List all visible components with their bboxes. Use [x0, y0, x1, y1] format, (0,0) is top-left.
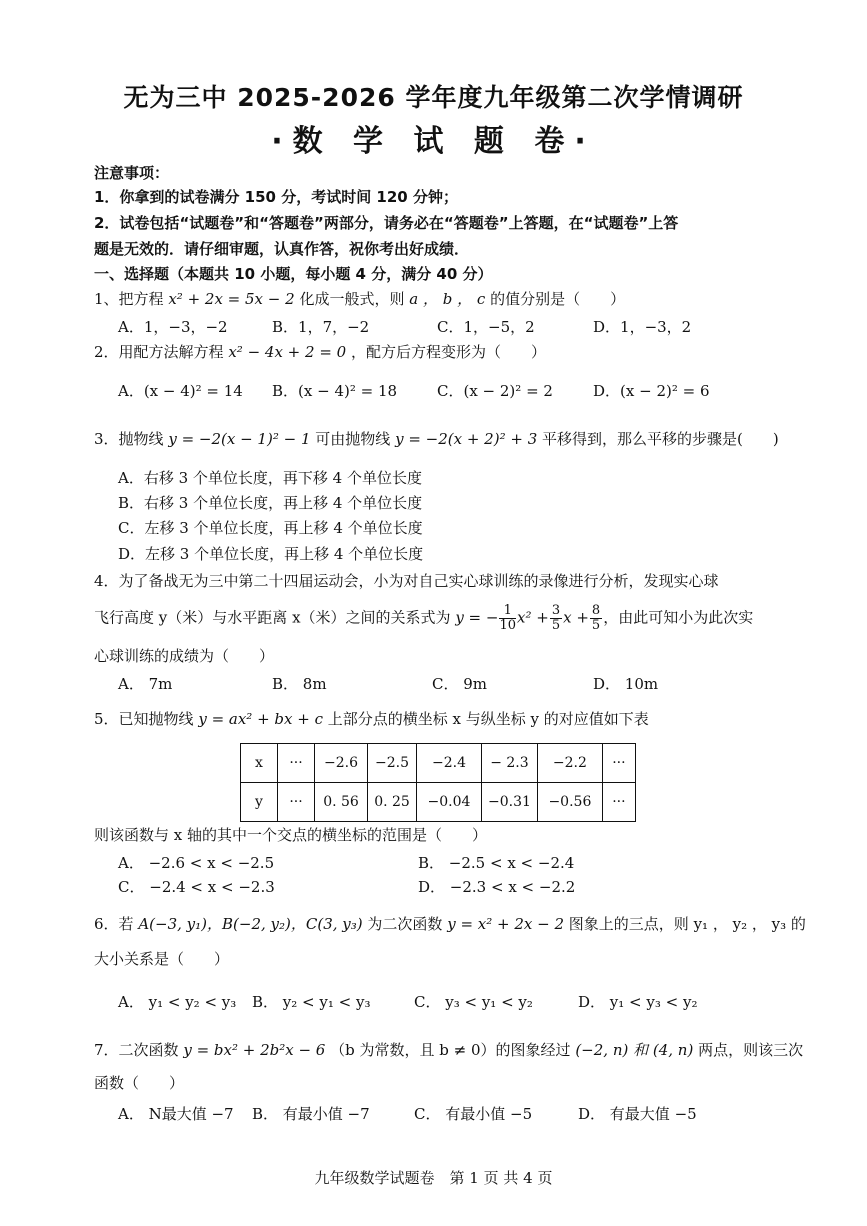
note-item-2-line2: 题是无效的．请仔细审题，认真作答，祝你考出好成绩． [94, 240, 470, 258]
q7-text-c: 两点，则该三次 [698, 1041, 804, 1059]
q6-points: A(−3, y₁)，B(−2, y₂)，C(3, y₃) [138, 915, 363, 933]
q1-option-a: A．1，−3，−2 [118, 318, 228, 336]
table-cell: −2.4 [417, 744, 482, 783]
table-cell: −0.31 [482, 783, 538, 822]
question-5-stem [94, 708, 649, 730]
q5-option-b: B． −2.5 < x < −2.4 [418, 854, 575, 872]
q1-option-c: C．1，−5，2 [437, 318, 535, 336]
q2-option-b: B．(x − 4)² = 18 [272, 382, 398, 400]
frac-numerator: 8 [591, 603, 601, 618]
question-7-line1 [94, 1039, 803, 1061]
q4-eq-prefix: y = − [455, 608, 499, 627]
q6-text-a: 6．若 [94, 915, 134, 933]
q7-text-b: （b 为常数，且 b ≠ 0）的图象经过 [330, 1041, 571, 1059]
q7-text-a: 7．二次函数 [94, 1041, 179, 1059]
q3-text-c: 平移得到，那么平移的步骤是( ) [542, 430, 779, 448]
q4-text-d: ，由此可知小为此次实 [603, 608, 754, 627]
table-cell: ··· [278, 744, 315, 783]
table-cell: x [241, 744, 278, 783]
q1-coefficients: a ， b ， c [409, 290, 486, 308]
question-4-line1: 4．为了备战无为三中第二十四届运动会，小为对自己实心球训练的录像进行分析，发现实心球 [94, 572, 719, 590]
q2-option-c: C．(x − 2)² = 2 [437, 382, 553, 400]
q1-option-d: D．1，−3，2 [593, 318, 692, 336]
q1-text-b: 化成一般式，则 [299, 290, 405, 308]
table-cell: 0. 56 [315, 783, 368, 822]
q6-option-d: D． y₁ < y₃ < y₂ [578, 993, 698, 1011]
q3-equation-2: y = −2(x + 2)² + 3 [395, 430, 538, 448]
table-row-x [241, 744, 636, 783]
q5-option-a: A． −2.6 < x < −2.5 [118, 854, 275, 872]
table-cell: −0.04 [417, 783, 482, 822]
table-cell: −2.5 [368, 744, 417, 783]
q4-eq-mid1: x² + [517, 608, 549, 627]
q7-option-a: A． N最大值 −7 [118, 1105, 234, 1123]
q7-option-d: D． 有最大值 −5 [578, 1105, 697, 1123]
q6-option-b: B． y₂ < y₁ < y₃ [252, 993, 371, 1011]
q3-option-a: A．右移 3 个单位长度，再下移 4 个单位长度 [118, 469, 422, 487]
q7-equation: y = bx² + 2b²x − 6 [183, 1041, 326, 1059]
q4-option-b: B． 8m [272, 675, 327, 693]
q4-text-c: x（米）之间的关系式为 [292, 608, 451, 627]
q5-option-c: C． −2.4 < x < −2.3 [118, 878, 275, 896]
exam-subtitle: ·数 学 试 题 卷· [271, 124, 596, 159]
question-7-line2: 函数（ ） [94, 1074, 185, 1092]
q4-eq-mid2: x + [563, 608, 589, 627]
q1-equation: x² + 2x = 5x − 2 [168, 290, 295, 308]
page-footer: 九年级数学试题卷 第 1 页 共 4 页 [314, 1169, 553, 1187]
q7-option-b: B． 有最小值 −7 [252, 1105, 370, 1123]
table-cell: −2.6 [315, 744, 368, 783]
table-cell: ··· [278, 783, 315, 822]
q6-option-c: C． y₃ < y₁ < y₂ [414, 993, 533, 1011]
table-cell: − 2.3 [482, 744, 538, 783]
q5-text-b: 上部分点的横坐标 x 与纵坐标 y 的对应值如下表 [327, 710, 649, 728]
q7-option-c: C． 有最小值 −5 [414, 1105, 533, 1123]
frac-numerator: 3 [551, 603, 561, 618]
table-cell: −0.56 [537, 783, 602, 822]
q6-equation: y = x² + 2x − 2 [447, 915, 565, 933]
q5-text-a: 5．已知抛物线 [94, 710, 194, 728]
q1-text-a: 1、把方程 [94, 290, 164, 308]
table-cell: ··· [602, 744, 635, 783]
q4-text-b: y（米）与水平距离 [158, 608, 288, 627]
q2-text-b: ，配方后方程变形为（ ） [351, 343, 547, 361]
table-cell: y [241, 783, 278, 822]
question-5-after: 则该函数与 x 轴的其中一个交点的横坐标的范围是（ ） [94, 826, 487, 844]
q4-text-a: 飞行高度 [94, 608, 155, 627]
frac-denominator: 5 [551, 618, 561, 633]
q2-text-a: 2．用配方法解方程 [94, 343, 224, 361]
q6-text-c: 图象上的三点，则 y₁ ， y₂ ， y₃ 的 [568, 915, 806, 933]
question-2-stem [94, 341, 546, 363]
q3-text-a: 3．抛物线 [94, 430, 164, 448]
question-1-stem [94, 288, 625, 310]
q5-option-d: D． −2.3 < x < −2.2 [418, 878, 576, 896]
frac-denominator: 5 [591, 618, 601, 633]
q4-fraction-2 [550, 604, 562, 633]
q6-option-a: A． y₁ < y₂ < y₃ [118, 993, 237, 1011]
q4-option-a: A． 7m [118, 675, 173, 693]
q4-option-c: C． 9m [432, 675, 488, 693]
question-4-line2 [94, 604, 753, 633]
q6-text-b: 为二次函数 [367, 915, 443, 933]
q3-equation-1: y = −2(x − 1)² − 1 [168, 430, 311, 448]
q7-points: (−2, n) 和 (4, n) [575, 1041, 694, 1059]
frac-numerator: 1 [499, 604, 516, 619]
exam-title: 无为三中 2025-2026 学年度九年级第二次学情调研 [123, 83, 744, 112]
q4-fraction-3 [590, 604, 602, 633]
notes-heading: 注意事项： [94, 164, 170, 182]
section-heading: 一、选择题（本题共 10 小题，每小题 4 分，满分 40 分） [94, 265, 493, 283]
note-item-2-line1: 2．试卷包括“试题卷”和“答题卷”两部分，请务必在“答题卷”上答题，在“试题卷”上答 [94, 214, 679, 232]
q4-fraction-1 [499, 604, 516, 633]
q3-option-c: C．左移 3 个单位长度，再上移 4 个单位长度 [118, 519, 423, 537]
question-6-line1 [94, 913, 806, 935]
q2-option-a: A．(x − 4)² = 14 [118, 382, 243, 400]
table-cell: ··· [602, 783, 635, 822]
question-4-line3: 心球训练的成绩为（ ） [94, 647, 275, 665]
question-3-stem [94, 428, 779, 450]
q3-text-b: 可由抛物线 [315, 430, 391, 448]
question-6-line2: 大小关系是（ ） [94, 950, 230, 968]
q1-option-b: B．1，7，−2 [272, 318, 370, 336]
q1-text-d: 的值分别是（ ） [490, 290, 626, 308]
q2-equation: x² − 4x + 2 = 0 [228, 343, 347, 361]
q3-option-b: B．右移 3 个单位长度，再上移 4 个单位长度 [118, 494, 423, 512]
q2-option-d: D．(x − 2)² = 6 [593, 382, 710, 400]
q3-option-d: D．左移 3 个单位长度，再上移 4 个单位长度 [118, 545, 424, 563]
q5-equation: y = ax² + bx + c [198, 710, 323, 728]
note-item-1: 1．你拿到的试卷满分 150 分，考试时间 120 分钟； [94, 188, 458, 206]
value-table [240, 743, 636, 822]
q4-option-d: D． 10m [593, 675, 659, 693]
table-cell: −2.2 [537, 744, 602, 783]
table-row-y [241, 783, 636, 822]
frac-denominator: 10 [499, 618, 517, 633]
table-cell: 0. 25 [368, 783, 417, 822]
